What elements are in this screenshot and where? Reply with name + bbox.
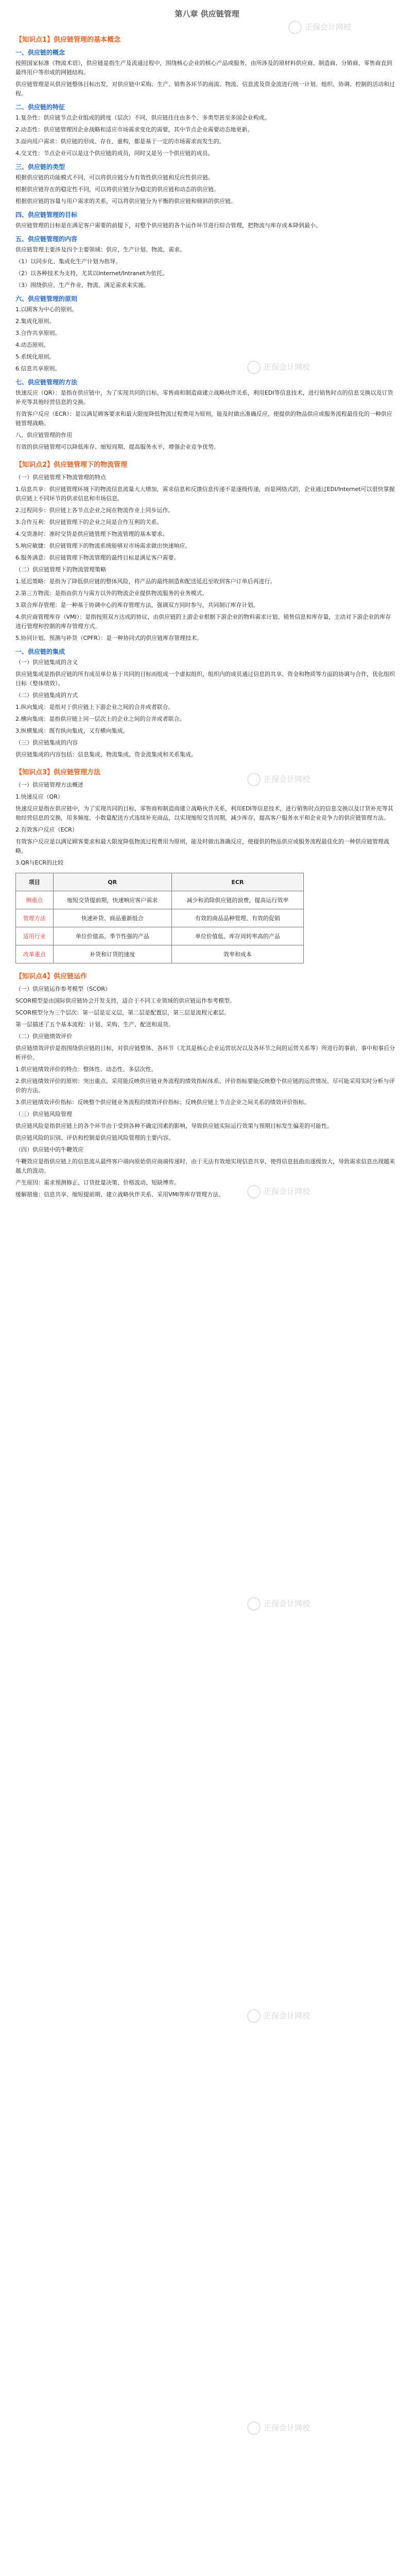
section <box>15 34 396 452</box>
table-header-row <box>16 873 304 891</box>
paragraph: 3.联合库存管理：是一种基于协调中心的库存管理方法，强调双方同时参与，共同制订库存计划。 <box>15 602 259 608</box>
subheading: 一、供应链的集成 <box>15 648 65 655</box>
subheading: 五、供应链管理的内容 <box>15 235 78 243</box>
table-cell: 改革重点 <box>16 945 54 963</box>
paragraph: 1.以顾客为中心的原则。 <box>15 306 78 313</box>
paragraph: 根据供应链存在的稳定性不同，可以将供应链分为稳定的供应链和动态的供应链。 <box>15 186 219 193</box>
paragraph: 4.供应商管理库存（VMI）：是指按照双方达成的协议，由供应链的上游企业根据下游企业的物料需求计划、销售信息和库存量，主动对下游企业的库存进行管理和控制的库存管理方式。 <box>15 614 391 630</box>
paragraph: 根据供应链的容量与用户需求的关系，可以将供应链分为平衡的供应链和倾斜的供应链。 <box>15 198 236 205</box>
watermark: 正保会计网校 <box>247 773 310 786</box>
paragraph: 1.延迟策略：是指为了降低供应链的整体风险，将产品的最终制造和配送延迟至收到客户订单后再进行。 <box>15 578 276 585</box>
paragraph: 有效客户反应是以满足顾客要求和最大限度降低物流过程费用为原则，能及时做出准确反应，使提供的物品供应或服务流程最佳化的一种供应链管理战略。 <box>15 838 389 854</box>
paragraph: 2.集成化原则。 <box>15 318 55 325</box>
paragraph: 供应链集成是指供应链的所有成员单位基于共同的目标而组成一个虚拟组织，组织内的成员通过信息的共享、资金和物质等方面的协调与合作，优化组织目标（整体绩效）。 <box>15 671 395 687</box>
subheading: 七、供应链管理的方法 <box>15 379 78 386</box>
paragraph: 供应链集成的内容包括：信息集成、物流集成、资金流集成和关系集成。 <box>15 751 197 758</box>
paragraph: 6.信息共享原则。 <box>15 365 61 372</box>
paragraph: （三）供应链集成的内容 <box>15 739 78 746</box>
table-cell: 减少和消除供应链的浪费，提高运行效率 <box>171 891 303 909</box>
paragraph: 供应链管理是从供应链整体目标出发，对供应链中采购、生产、销售各环节的商流、物流、信息流及资金流进行统一计划、组织、协调、控制的活动和过程。 <box>15 81 395 97</box>
table-row <box>16 891 304 909</box>
watermark: 正保会计网校 <box>247 1597 310 1611</box>
paragraph: （一）供应链管理方法概述 <box>15 782 83 788</box>
watermark: 正保会计网校 <box>288 21 351 34</box>
paragraph: 4.动态原则。 <box>15 342 49 348</box>
section-heading: 【知识点4】供应链运作 <box>15 973 88 980</box>
table-cell: 管理方法 <box>16 909 54 927</box>
paragraph: 5.响应敏捷：供应链管理下的物流系统能够对市场需求做出快速响应。 <box>15 543 191 549</box>
section-heading: 【知识点2】供应链管理下的物流管理 <box>15 461 128 469</box>
section-heading: 【知识点3】供应链管理方法 <box>15 769 101 776</box>
subheading: 四、供应链管理的目标 <box>15 211 78 218</box>
paragraph: 八、供应链管理的作用 <box>15 432 72 438</box>
paragraph: 产生原因：需求预测修正、订货批量决策、价格波动、短缺博弈。 <box>15 1179 180 1186</box>
paragraph: 3.合作互利：供应链管理下的企业之间是合作互利的关系。 <box>15 519 163 526</box>
comparison-table-wrapper <box>15 873 396 963</box>
paragraph: （三）供应链风险管理 <box>15 1111 72 1117</box>
table-cell: 单位价值低、库存周转率高的产品 <box>171 927 303 945</box>
paragraph: 牛鞭效应是指供应链上的信息流从最终客户端向原始供应商端传递时，由于无法有效地实现信息共享，使得信息扭曲而逐级放大，导致需求信息出现越来越大的波动。 <box>15 1158 395 1174</box>
table-row <box>16 927 304 945</box>
paragraph: 供应链管理的目标是在满足客户需要的前提下，对整个供应链的各个运作环节进行综合管理，把物流与库存成本降到最小。 <box>15 222 321 229</box>
paragraph: （二）供应链集成的方式 <box>15 692 78 699</box>
document-title: 第八章 供应链管理 <box>175 9 239 19</box>
watermark: 正保会计网校 <box>247 2009 310 2023</box>
table-cell: 补货和订货的速度 <box>53 945 171 963</box>
subheading: 六、供应链管理的原则 <box>15 295 78 302</box>
paragraph: 根据供应链的功能模式不同，可以将供应链分为有效性供应链和反应性供应链。 <box>15 174 214 181</box>
table-cell: 有效的商品品种管理、有效的促销 <box>171 909 303 927</box>
paragraph: （一）供应链集成的含义 <box>15 659 78 666</box>
paragraph: 1.纵向集成：是指对于供应链上下游企业之间的合并或者联合。 <box>15 704 174 710</box>
paragraph: （1）以同步化、集成化生产计划为指导。 <box>15 258 121 265</box>
paragraph: 4.交货准时：准时交货是供应链管理下物流管理的基本要求。 <box>15 531 168 537</box>
paragraph: （2）以各种技术为支持，尤其以Internet/Intranet为依托。 <box>15 270 168 277</box>
paragraph: （一）供应链管理下物流管理的特点 <box>15 474 106 481</box>
paragraph: 快速反应（QR）：是指在供应链中，为了实现共同的目标，零售商和制造商建立战略伙伴关系，利用EDI等信息技术，进行销售时点的信息交换以及订货补充等其他经营信息的交换。 <box>15 389 393 405</box>
paragraph: 3.QR与ECR的比较 <box>15 859 64 866</box>
paragraph: 3.面向用户需求：供应链的形成、存在、重构，都是基于一定的市场需求而发生的。 <box>15 138 225 145</box>
table-header-cell: ECR <box>171 873 303 891</box>
paragraph: 有效客户反应（ECR）：是以满足顾客要求和最大限度降低物流过程费用为原则，能及时做出准确反应，使提供的物品供应或服务流程最佳化的一种供应链管理战略。 <box>15 411 392 427</box>
paragraph: 2.第三方物流：是指由供方与需方以外的物流企业提供物流服务的业务模式。 <box>15 590 208 597</box>
paragraph: 1.供应链绩效评价的特点：整体性、动态性、多层次性。 <box>15 1066 157 1073</box>
table-cell: 适用行业 <box>16 927 54 945</box>
paragraph: SCOR模型是由国际供应链协会开发支持，适合于不同工业领域的供应链运作参考模型。 <box>15 997 235 1004</box>
paragraph: 2.供应链绩效评价的原则：突出重点、采用能反映供应链业务流程的绩效指标体系、评价指标要能反映整个供应链的运营情况、尽可能采用实时分析与评价的方法。 <box>15 1078 395 1094</box>
paragraph: 1.快速反应（QR） <box>15 793 63 800</box>
paragraph: （四）供应链中的牛鞭效应 <box>15 1146 83 1153</box>
table-cell: 缩短交货提前期，快速响应客户需求 <box>53 891 171 909</box>
paragraph: 1.复杂性：供应链节点企业组成的跨度（层次）不同，供应链往往由多个、多类型甚至多国企业构成。 <box>15 114 270 121</box>
table-row <box>16 945 304 963</box>
paragraph: 6.服务满意：供应链管理下物流管理的最终目标是满足客户需要。 <box>15 554 180 561</box>
table-row <box>16 909 304 927</box>
paragraph: 第一层描述了五个基本流程：计划、采购、生产、配送和退货。 <box>15 1021 174 1028</box>
paragraph: 有效的供应链管理可以降低库存、缩短周期、提高服务水平，增强企业竞争优势。 <box>15 444 219 450</box>
paragraph: （3）围绕供应、生产作业、物流、满足需求来实施。 <box>15 282 149 289</box>
subheading: 三、供应链的类型 <box>15 163 65 171</box>
table-header-cell: QR <box>53 873 171 891</box>
table-cell: 侧重点 <box>16 891 54 909</box>
paragraph: 3.纵横集成：既有纵向集成，又有横向集成。 <box>15 727 129 734</box>
paragraph: 2.横向集成：是指供应链上同一层次上的企业之间的合并或者联合。 <box>15 716 185 722</box>
paragraph: 供应链风险是指供应链上的各个环节由于受到各种不确定因素的影响，导致供应链实际运行效果与预期目标发生偏差的可能性。 <box>15 1123 333 1129</box>
section <box>15 767 396 868</box>
paragraph: 快速反应是指在供应链中，为了实现共同的目标，零售商和制造商建立战略伙伴关系，利用EDI等信息技术，进行销售时点的信息交换以及订货补充等其他经营信息的交换，用多频度、小数量配送方式连续补充商品，以实现缩短交货周期，减少库存，提高客户服务水平和企业竞争力的供应链管理方法。 <box>15 805 393 821</box>
paragraph: 2.有效客户反应（ECR） <box>15 826 78 833</box>
section <box>15 971 396 1199</box>
paragraph: （二）供应链管理下的物流管理策略 <box>15 566 106 573</box>
paragraph: SCOR模型分为三个层次：第一层是定义层，第二层是配置层，第三层是流程元素层。 <box>15 1009 230 1016</box>
table-cell: 效率和成本 <box>171 945 303 963</box>
watermark: 正保会计网校 <box>247 361 310 374</box>
document-body <box>15 27 396 1202</box>
paragraph: 3.合作共享原则。 <box>15 330 61 336</box>
paragraph: 2.过程同步：供应链上各节点企业之间在物流作业上同步运作。 <box>15 507 174 514</box>
paragraph: 供应链风险的识别、评估和控制是供应链风险管理的主要内容。 <box>15 1134 174 1141</box>
paragraph: （一）供应链运作参考模型（SCOR） <box>15 986 111 992</box>
paragraph: 供应链管理主要涉及四个主要领域：供应、生产计划、物流、需求。 <box>15 246 185 253</box>
paragraph: 1.信息共享：供应链管理环境下的物流信息流量大大增加，需求信息和反馈信息传递不是逐级传递，而是网络式的，企业通过EDI/Internet可以很快掌握供应链上不同环节的供求信息和市场信息。 <box>15 486 395 502</box>
watermark: 正保会计网校 <box>247 1185 310 1198</box>
watermark: 正保会计网校 <box>247 2421 310 2435</box>
section-heading: 【知识点1】供应链管理的基本概念 <box>15 36 121 44</box>
paragraph: （二）供应链绩效评价 <box>15 1033 72 1040</box>
paragraph: 5.系统化原则。 <box>15 353 55 360</box>
subheading: 一、供应链的概念 <box>15 49 65 56</box>
comparison-table <box>15 873 304 963</box>
paragraph: 缓解措施：信息共享、缩短提前期、建立战略伙伴关系、采用VMI等库存管理方法。 <box>15 1191 225 1198</box>
table-cell: 快速补货、商品重新组合 <box>53 909 171 927</box>
paragraph: 3.供应链绩效评价指标：反映整个供应链业务流程的绩效评价指标；反映供应链上节点企业之间关系的绩效评价指标。 <box>15 1099 310 1106</box>
table-header-cell: 项目 <box>16 873 54 891</box>
paragraph: 按照国家标准《物流术语》，供应链是指生产及流通过程中，围绕核心企业的核心产品或服务，由所涉及的原材料供应商、制造商、分销商、零售商直到最终用户等形成的网链结构。 <box>15 60 392 76</box>
subheading: 二、供应链的特征 <box>15 104 65 111</box>
paragraph: 供应链绩效评价是指围绕供应链的目标，对供应链整体、各环节（尤其是核心企业运营状况以及各环节之间的运营关系等）所进行的事前、事中和事后分析评价。 <box>15 1045 395 1061</box>
paragraph: 2.动态性：供应链管理因企业战略和适应市场需求变化的需要，其中节点企业需要动态地更新。 <box>15 126 253 133</box>
paragraph: 5.协同计划、预测与补货（CPFR）：是一种协同式的供应链库存管理技术。 <box>15 635 203 641</box>
table-cell: 单位价值高、季节性强的产品 <box>53 927 171 945</box>
paragraph: 4.交叉性：节点企业可以是这个供应链的成员，同时又是另一个供应链的成员。 <box>15 150 214 157</box>
section <box>15 459 396 759</box>
